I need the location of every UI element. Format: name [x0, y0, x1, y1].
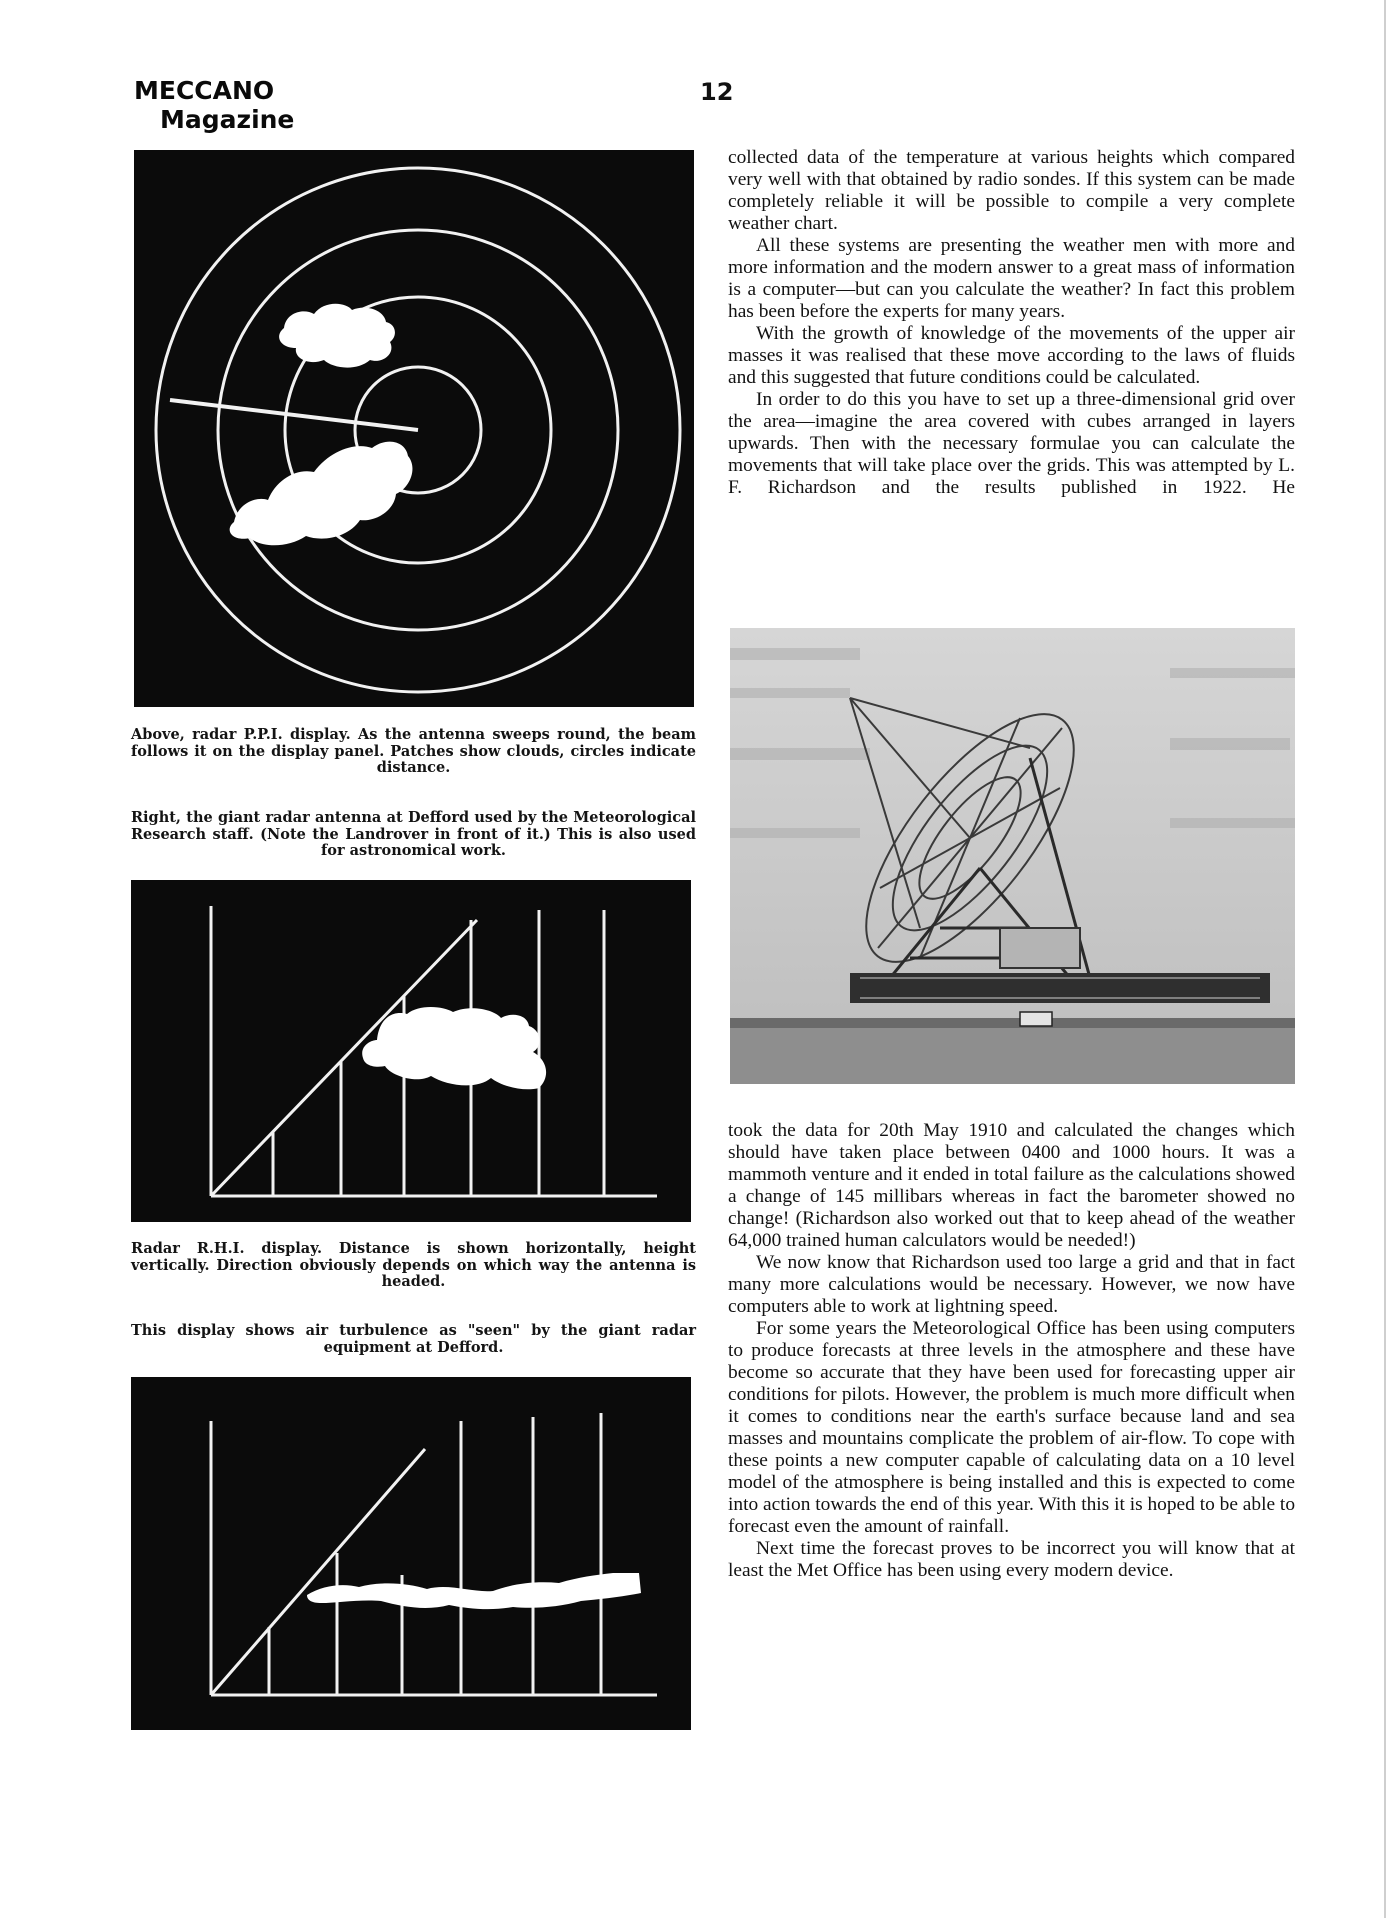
- article-paragraph: In order to do this you have to set up a three-dimensional grid over the area—imagine the area covered with cubes arranged in layers upwards. Then with the necessary formulae you can calculate the movements that will take place over the grids. This was attempted by L. F. Richardson and the results published in 1922. He: [728, 389, 1295, 498]
- ppi-radar-illustration: [134, 150, 694, 707]
- caption-ppi-display: Above, radar P.P.I. display. As the antenna sweeps round, the beam follows it on the display panel. Patches show clouds, circles indicate distance.: [131, 726, 696, 776]
- article-paragraph: For some years the Meteorological Office has been using computers to produce forecasts at three levels in the atmosphere and these have become so accurate that they have been used for forecasting upper air conditions for pilots. However, the problem is much more difficult when it comes to conditions near the earth's surface because land and sea masses and mountains complicate the problem of air-flow. To cope with these points a new computer capable of calculating data on a 10 level model of the atmosphere is being installed and this is expected to come into action towards the end of this year. With this it is hoped to be able to forecast even the amount of rainfall.: [728, 1318, 1296, 1537]
- article-paragraph: We now know that Richardson used too large a grid and that in fact many more calculations would be necessary. However, we now have computers able to work at lightning speed.: [728, 1252, 1295, 1317]
- cloud-echo: [362, 1007, 546, 1089]
- caption-rhi-display: Radar R.H.I. display. Distance is shown horizontally, height vertically. Direction obviously depends on which way the antenna is headed.: [131, 1240, 696, 1290]
- article-paragraph: took the data for 20th May 1910 and calculated the changes which should have taken place between 0400 and 1000 hours. It was a mammoth venture and it ended in total failure as the calculations showed a change of 145 millibars whereas in fact the barometer showed no change! (Richardson also worked out that to keep ahead of the weather 64,000 trained human calculators would be needed!): [728, 1120, 1296, 1251]
- elevation-beam-line: [211, 1449, 425, 1695]
- caption-turbulence-display: This display shows air turbulence as "seen" by the giant radar equipment at Defford.: [131, 1322, 696, 1356]
- article-paragraph: Next time the forecast proves to be incorrect you will know that at least the Met Office has been using every modern device.: [728, 1538, 1295, 1581]
- page-number: 12: [700, 78, 734, 106]
- turbulence-radar-illustration: [131, 1377, 691, 1730]
- rhi-radar-figure: [131, 880, 691, 1222]
- sweep-beam-line: [170, 400, 418, 430]
- article-paragraph: With the growth of knowledge of the movements of the upper air masses it was realised that these move according to the laws of fluids and this suggested that future conditions could be calculated.: [728, 323, 1295, 388]
- article-column-bottom: [728, 1120, 1295, 1582]
- turbulence-band: [307, 1573, 641, 1609]
- article-paragraph: All these systems are presenting the weather men with more and more information and the modern answer to a great mass of information is a computer—but can you calculate the weather? In fact this problem has been before the experts for many years.: [728, 235, 1295, 322]
- cloud-patch-upper: [279, 304, 395, 368]
- article-column-top: [728, 147, 1295, 499]
- magazine-masthead: [134, 76, 294, 134]
- page-edge-shadow: [1384, 0, 1386, 1918]
- article-paragraph: collected data of the temperature at various heights which compared very well with that obtained by radio sondes. If this system can be made completely reliable it will be possible to compile a very complete weather chart.: [728, 147, 1295, 234]
- rhi-radar-illustration: [131, 880, 691, 1222]
- landrover: [1020, 1012, 1052, 1026]
- radar-antenna-photo: [730, 628, 1295, 1084]
- masthead-line-1: MECCANO: [134, 76, 275, 105]
- equipment-cabin: [1000, 928, 1080, 968]
- masthead-line-2: Magazine: [160, 105, 295, 134]
- turntable-base: [850, 973, 1270, 1003]
- caption-antenna-photo: Right, the giant radar antenna at Defford used by the Meteorological Research staff. (Note the Landrover in front of it.) This is also used for astronomical work.: [131, 809, 696, 859]
- turbulence-radar-figure: [131, 1377, 691, 1730]
- cloud-patch-lower: [230, 442, 413, 546]
- radar-antenna-photo-image: [730, 628, 1295, 1084]
- ppi-radar-figure: [134, 150, 694, 707]
